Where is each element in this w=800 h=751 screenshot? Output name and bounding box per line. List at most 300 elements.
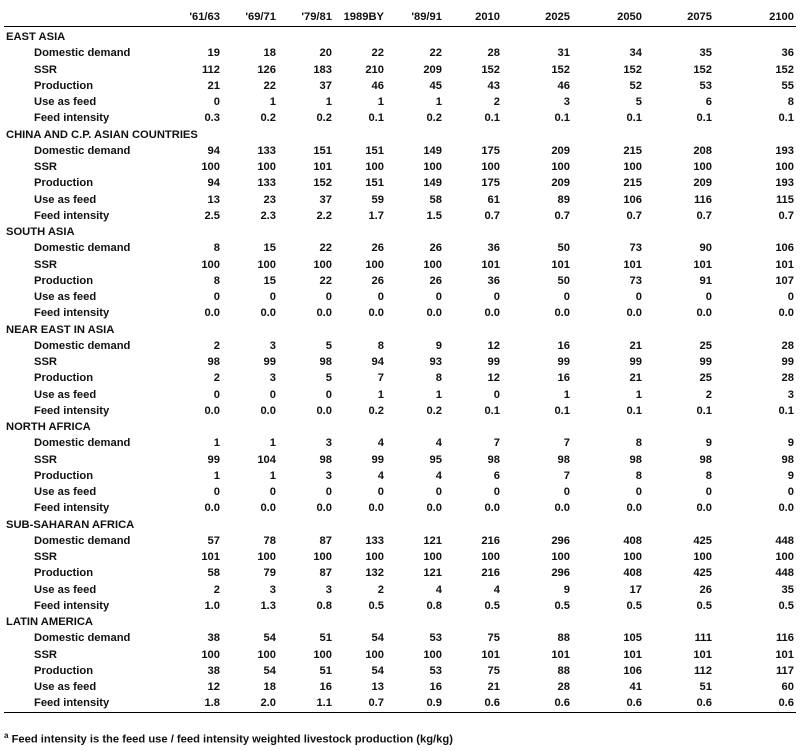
table-cell: 1	[377, 96, 384, 108]
table-cell: 101	[313, 161, 332, 173]
table-cell: 50	[557, 274, 570, 287]
table-cell: 101	[551, 648, 570, 661]
table-cell: 9	[435, 339, 442, 352]
table-cell: 0.0	[260, 502, 276, 515]
table-cell: 50	[557, 242, 570, 255]
table-cell: 152	[481, 63, 500, 76]
table-cell: 9	[563, 583, 570, 596]
table-cell: 408	[623, 534, 642, 547]
table-cell: 4	[435, 583, 442, 596]
row-label: SSR	[34, 453, 58, 466]
table-cell: 104	[257, 453, 276, 466]
table-cell: 175	[481, 177, 500, 190]
table-cell: 0.1	[554, 404, 570, 417]
table-cell: 0.1	[696, 404, 712, 417]
table-cell: 13	[207, 193, 220, 206]
table-cell: 0.5	[484, 599, 500, 612]
table-cell: 88	[557, 664, 570, 677]
table-cell: 0.1	[484, 404, 500, 417]
table-cell: 9	[705, 437, 712, 450]
table-row	[4, 159, 796, 175]
table-header	[4, 8, 796, 27]
table-cell: 0.1	[626, 404, 642, 417]
table-cell: 8	[705, 469, 712, 482]
table-cell: 100	[551, 161, 570, 173]
table-cell: 8	[787, 96, 794, 108]
table-cell: 100	[423, 648, 442, 661]
table-cell: 175	[481, 144, 500, 157]
table-row	[4, 549, 796, 565]
table-cell: 0.2	[260, 112, 276, 125]
table-cell: 5	[325, 372, 332, 385]
table-cell: 209	[551, 144, 570, 157]
table-row	[4, 354, 796, 370]
table-cell: 0.0	[368, 502, 384, 515]
table-row	[4, 598, 796, 614]
table-row	[4, 695, 796, 712]
row-label: Production	[34, 469, 94, 482]
table-cell: 26	[429, 274, 442, 287]
table-cell: 37	[319, 79, 332, 92]
table-cell: 1	[213, 469, 220, 482]
table-cell: 25	[699, 372, 712, 385]
row-label: SSR	[34, 648, 58, 661]
row-label: Domestic demand	[34, 632, 131, 645]
table-cell: 0	[377, 486, 384, 498]
region-name: EAST ASIA	[6, 31, 66, 43]
table-cell: 152	[313, 177, 332, 190]
table-cell: 79	[263, 567, 276, 580]
table-cell: 2	[213, 339, 220, 352]
table-cell: 99	[371, 453, 384, 466]
table-cell: 425	[693, 567, 712, 580]
column-header: 2050	[617, 11, 642, 23]
table-cell: 0.0	[696, 307, 712, 320]
table-cell: 0	[435, 486, 442, 498]
table-cell: 0.1	[368, 112, 384, 125]
column-header: 2025	[545, 11, 570, 23]
table-cell: 107	[775, 274, 794, 287]
row-label: Production	[34, 664, 94, 677]
table-cell: 9	[787, 469, 794, 482]
table-cell: 100	[365, 551, 384, 563]
table-cell: 36	[781, 47, 794, 60]
table-cell: 0.0	[316, 307, 332, 320]
table-cell: 75	[487, 664, 500, 677]
table-cell: 100	[313, 648, 332, 661]
table-cell: 152	[775, 63, 794, 76]
table-cell: 34	[629, 47, 642, 60]
footnote-text: Feed intensity is the feed use / feed intensity weighted livestock production (kg/kg)	[11, 733, 453, 746]
table-cell: 0.2	[426, 112, 442, 125]
table-cell: 99	[699, 356, 712, 368]
table-cell: 0	[325, 388, 332, 401]
table-row	[4, 208, 796, 224]
table-cell: 4	[493, 583, 500, 596]
row-label: Domestic demand	[34, 534, 131, 547]
table-cell: 100	[775, 551, 794, 563]
table-cell: 100	[257, 648, 276, 661]
table-row	[4, 62, 796, 78]
table-cell: 100	[201, 258, 220, 271]
table-body	[4, 27, 796, 713]
table-cell: 98	[207, 356, 220, 368]
table-cell: 3	[269, 372, 276, 385]
table-cell: 101	[551, 258, 570, 271]
table-cell: 0.5	[778, 599, 794, 612]
table-cell: 0	[493, 486, 500, 498]
table-cell: 37	[319, 193, 332, 206]
table-row	[4, 387, 796, 403]
table-cell: 149	[423, 177, 442, 190]
table-row	[4, 305, 796, 321]
table-cell: 54	[371, 632, 384, 645]
table-cell: 0.9	[426, 697, 442, 710]
table-cell: 100	[257, 551, 276, 563]
table-cell: 101	[775, 258, 794, 271]
table-cell: 95	[429, 453, 442, 466]
column-header: '61/63	[189, 11, 220, 23]
table-cell: 0.7	[626, 209, 642, 222]
table-cell: 22	[429, 47, 442, 60]
table-cell: 101	[481, 258, 500, 271]
table-cell: 2.2	[316, 209, 332, 222]
table-cell: 54	[263, 632, 276, 645]
table-cell: 38	[207, 664, 220, 677]
table-row	[4, 647, 796, 663]
table-cell: 101	[693, 258, 712, 271]
table-cell: 59	[371, 193, 384, 206]
row-label: Domestic demand	[34, 437, 131, 450]
table-cell: 55	[781, 79, 794, 92]
row-label: Feed intensity	[34, 209, 110, 222]
table-cell: 448	[775, 534, 794, 547]
table-cell: 106	[775, 242, 794, 255]
table-cell: 2	[705, 388, 712, 401]
table-cell: 22	[319, 274, 332, 287]
table-cell: 73	[629, 274, 642, 287]
table-cell: 0	[213, 388, 220, 401]
table-row	[4, 78, 796, 94]
table-cell: 1	[377, 388, 384, 401]
table-cell: 0.0	[484, 307, 500, 320]
table-cell: 1	[269, 469, 276, 482]
table-row	[4, 435, 796, 451]
table-cell: 151	[365, 144, 384, 157]
table-cell: 100	[481, 161, 500, 173]
table-cell: 101	[623, 648, 642, 661]
table-cell: 100	[313, 551, 332, 563]
table-cell: 100	[693, 551, 712, 563]
table-cell: 101	[481, 648, 500, 661]
table-cell: 0.7	[554, 209, 570, 222]
table-row	[4, 94, 796, 110]
table-cell: 106	[623, 193, 642, 206]
table-row	[4, 240, 796, 256]
table-cell: 101	[201, 551, 220, 563]
table-cell: 0.2	[426, 404, 442, 417]
table-cell: 152	[693, 63, 712, 76]
table-cell: 15	[263, 242, 276, 255]
table-cell: 46	[557, 79, 570, 92]
table-cell: 0	[635, 486, 642, 498]
table-cell: 121	[423, 534, 442, 547]
table-cell: 17	[629, 583, 642, 596]
table-row	[4, 175, 796, 191]
table-cell: 0.6	[554, 697, 570, 710]
table-cell: 0	[787, 291, 794, 303]
table-cell: 51	[319, 664, 332, 677]
table-cell: 3	[269, 583, 276, 596]
table-cell: 0.0	[260, 404, 276, 417]
table-cell: 100	[551, 551, 570, 563]
table-cell: 36	[487, 242, 500, 255]
table-cell: 112	[201, 63, 220, 76]
row-label: Use as feed	[34, 388, 97, 401]
table-cell: 0.1	[626, 112, 642, 125]
table-cell: 16	[557, 339, 570, 352]
row-label: SSR	[34, 63, 58, 76]
table-cell: 28	[487, 47, 500, 60]
table-cell: 6	[493, 469, 500, 482]
table-cell: 26	[371, 274, 384, 287]
table-row	[4, 565, 796, 581]
footnote	[4, 731, 453, 746]
table-cell: 99	[781, 356, 794, 368]
table-cell: 57	[207, 534, 220, 547]
table-cell: 0.1	[484, 112, 500, 125]
table-cell: 99	[557, 356, 570, 368]
table-cell: 1	[635, 388, 642, 401]
table-cell: 193	[775, 144, 794, 157]
table-cell: 13	[371, 681, 384, 693]
table-cell: 0	[635, 291, 642, 303]
region-name: CHINA AND C.P. ASIAN COUNTRIES	[6, 128, 198, 141]
table-cell: 1.8	[204, 697, 220, 710]
table-cell: 0	[705, 486, 712, 498]
table-row	[4, 582, 796, 598]
table-cell: 100	[201, 648, 220, 661]
table-cell: 0	[325, 486, 332, 498]
table-cell: 21	[629, 339, 642, 352]
table-cell: 0.5	[626, 599, 642, 612]
row-label: Production	[34, 567, 94, 580]
table-cell: 0	[269, 486, 276, 498]
table-cell: 52	[629, 79, 642, 92]
row-label: Feed intensity	[34, 599, 110, 612]
row-label: Feed intensity	[34, 307, 110, 320]
table-cell: 0.0	[426, 307, 442, 320]
table-cell: 100	[313, 258, 332, 271]
table-row	[4, 338, 796, 354]
table-cell: 8	[213, 242, 220, 255]
table-cell: 2	[213, 583, 220, 596]
table-row	[4, 484, 796, 500]
table-cell: 0.6	[778, 697, 794, 710]
table-cell: 2.3	[260, 209, 276, 222]
table-cell: 112	[693, 664, 712, 677]
table-cell: 0.3	[204, 112, 220, 125]
table-cell: 296	[551, 534, 570, 547]
table-cell: 41	[629, 681, 642, 693]
row-label: Use as feed	[34, 486, 97, 498]
table-row	[4, 403, 796, 419]
table-cell: 0	[377, 291, 384, 303]
table-row	[4, 45, 796, 61]
table-cell: 106	[623, 664, 642, 677]
table-cell: 0.0	[554, 307, 570, 320]
table-cell: 0.0	[696, 502, 712, 515]
table-cell: 0.0	[204, 307, 220, 320]
table-cell: 9	[787, 437, 794, 450]
region-row	[4, 224, 796, 240]
table-cell: 91	[699, 274, 712, 287]
table-cell: 100	[365, 258, 384, 271]
table-cell: 58	[207, 567, 220, 580]
table-cell: 54	[263, 664, 276, 677]
table-cell: 209	[423, 63, 442, 76]
table-cell: 0	[269, 388, 276, 401]
row-label: Feed intensity	[34, 112, 110, 125]
table-cell: 152	[623, 63, 642, 76]
table-cell: 100	[423, 551, 442, 563]
table-cell: 73	[629, 242, 642, 255]
table-cell: 215	[623, 144, 642, 157]
table-cell: 151	[313, 144, 332, 157]
table-cell: 1.1	[316, 697, 332, 710]
table-cell: 87	[319, 567, 332, 580]
table-cell: 8	[635, 437, 642, 450]
table-cell: 28	[781, 372, 794, 385]
table-row	[4, 273, 796, 289]
region-name: SUB-SAHARAN AFRICA	[6, 518, 135, 531]
row-label: Use as feed	[34, 193, 97, 206]
column-header: '89/91	[411, 11, 442, 23]
table-cell: 0	[213, 96, 220, 108]
table-cell: 12	[487, 339, 500, 352]
table-cell: 0.0	[626, 502, 642, 515]
table-cell: 75	[487, 632, 500, 645]
column-header: 2075	[687, 11, 712, 23]
table-cell: 0.7	[368, 697, 384, 710]
table-cell: 0	[563, 291, 570, 303]
row-label: Domestic demand	[34, 339, 131, 352]
row-label: Use as feed	[34, 291, 97, 303]
table-cell: 133	[257, 177, 276, 190]
table-cell: 149	[423, 144, 442, 157]
table-cell: 7	[493, 437, 500, 450]
region-name: NORTH AFRICA	[6, 421, 91, 433]
table-cell: 100	[775, 161, 794, 173]
table-cell: 100	[693, 161, 712, 173]
table-cell: 94	[371, 356, 384, 368]
table-cell: 16	[429, 681, 442, 693]
table-cell: 0.0	[778, 502, 794, 515]
table-cell: 89	[557, 193, 570, 206]
table-cell: 98	[487, 453, 500, 466]
table-cell: 425	[693, 534, 712, 547]
table-cell: 0	[787, 486, 794, 498]
table-cell: 4	[377, 469, 384, 482]
table-row	[4, 468, 796, 484]
table-cell: 2.0	[260, 697, 276, 710]
row-label: SSR	[34, 356, 58, 368]
table-cell: 98	[319, 356, 332, 368]
table-cell: 0.0	[554, 502, 570, 515]
column-header: '69/71	[245, 11, 276, 23]
table-cell: 133	[257, 144, 276, 157]
row-label: Feed intensity	[34, 697, 110, 710]
table-cell: 151	[365, 177, 384, 190]
row-label: Use as feed	[34, 583, 97, 596]
table-cell: 116	[693, 193, 712, 206]
table-cell: 0.7	[696, 209, 712, 222]
table-cell: 0.1	[778, 112, 794, 125]
table-cell: 2	[493, 96, 500, 108]
table-cell: 54	[371, 664, 384, 677]
table-cell: 12	[487, 372, 500, 385]
table-cell: 0	[435, 291, 442, 303]
region-row	[4, 614, 796, 630]
table-cell: 0.5	[554, 599, 570, 612]
region-name: LATIN AMERICA	[6, 616, 94, 628]
table-row	[4, 663, 796, 679]
table-cell: 0	[213, 291, 220, 303]
table-cell: 28	[557, 681, 570, 693]
table-cell: 0.0	[204, 404, 220, 417]
table-cell: 98	[319, 453, 332, 466]
header-blank	[4, 8, 174, 27]
table-cell: 19	[207, 47, 220, 60]
table-cell: 8	[435, 372, 442, 385]
table-cell: 20	[319, 47, 332, 60]
table-cell: 215	[623, 177, 642, 190]
table-cell: 18	[263, 681, 276, 693]
table-cell: 5	[325, 339, 332, 352]
table-cell: 51	[319, 632, 332, 645]
table-cell: 26	[699, 583, 712, 596]
table-cell: 93	[429, 356, 442, 368]
row-label: Feed intensity	[34, 502, 110, 515]
table-cell: 209	[551, 177, 570, 190]
table-cell: 209	[693, 177, 712, 190]
table-row	[4, 192, 796, 208]
row-label: Production	[34, 177, 94, 190]
table-row	[4, 452, 796, 468]
header-row	[4, 8, 796, 27]
table-cell: 53	[699, 79, 712, 92]
table-cell: 16	[319, 681, 332, 693]
table-cell: 0.0	[316, 502, 332, 515]
table-cell: 0.6	[484, 697, 500, 710]
table-cell: 100	[257, 161, 276, 173]
table-cell: 98	[699, 453, 712, 466]
table-cell: 0	[705, 291, 712, 303]
table-cell: 94	[207, 177, 220, 190]
table-cell: 408	[623, 567, 642, 580]
table-cell: 5	[635, 96, 642, 108]
row-label: Production	[34, 274, 94, 287]
row-label: Feed intensity	[34, 404, 110, 417]
table-cell: 4	[435, 469, 442, 482]
table-cell: 22	[371, 47, 384, 60]
row-label: Use as feed	[34, 96, 97, 108]
table-cell: 0.5	[368, 599, 384, 612]
table-cell: 0.7	[484, 209, 500, 222]
table-cell: 46	[371, 79, 384, 92]
region-row	[4, 127, 796, 143]
row-label: Domestic demand	[34, 47, 131, 60]
